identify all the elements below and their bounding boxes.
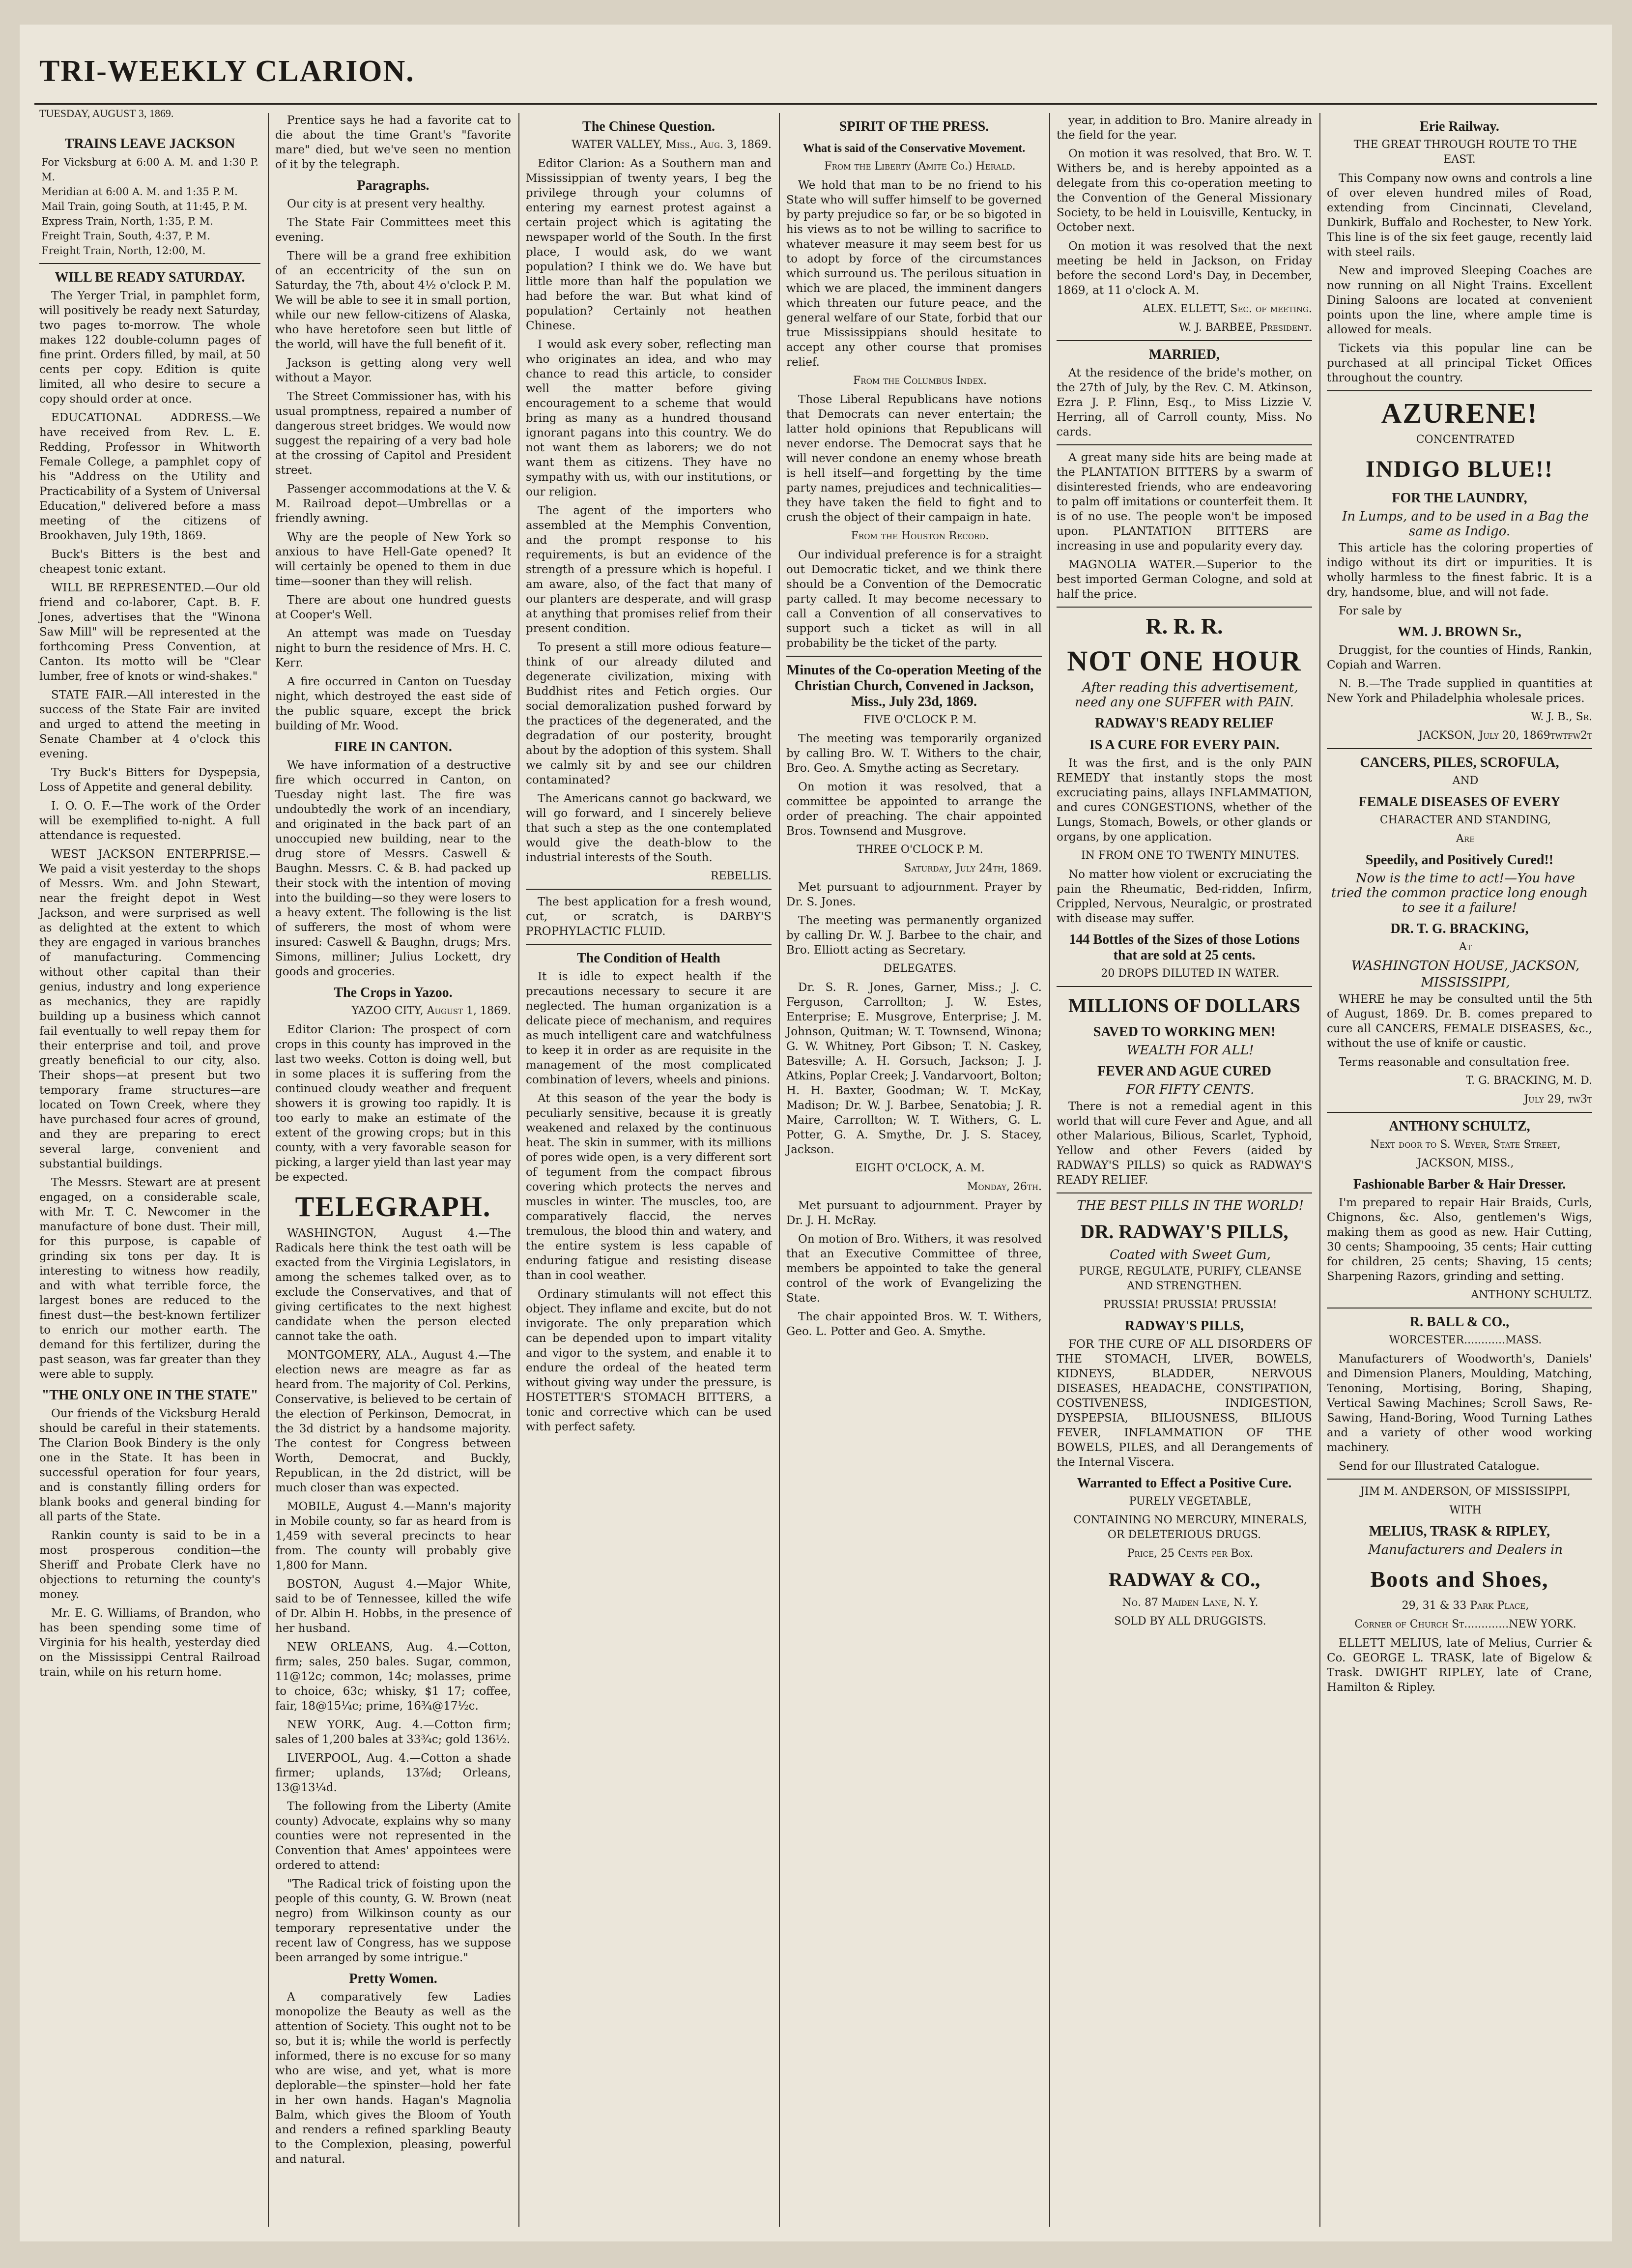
cont-text-2: On motion it was resolved, that Bro. W. T. Withers be, and is hereby appointed as a delegate from this co-operation meeting to the Convention of the General Missionary Society, to be held in Louisville, Kentucky, in October next.: [1057, 147, 1312, 234]
saturday-text: The Yerger Trial, in pamphlet form, will positively be ready next Saturday, two pages to-morrow. The whole makes 122 double-column pages of fine print. Orders filled, by mail, at 50 cents per copy. Edition is quite limited, all who desire to secure a copy should order at once.: [39, 290, 260, 406]
paragraph-list: [275, 197, 511, 733]
bucks-text-2: Try Buck's Bitters for Dyspepsia, Loss of Appetite and general debility.: [39, 766, 260, 794]
minutes-time-3: EIGHT O'CLOCK, A. M.: [855, 1162, 985, 1174]
rankin-text: Rankin county is said to be in a most prosperous condition—the Sheriff and Probate Clerk have no objections to returning the county's money.: [39, 1529, 260, 1601]
trains-heading: TRAINS LEAVE JACKSON: [64, 136, 235, 151]
erie-text-2: New and improved Sleeping Coaches are now running on all Night Trains. Excellent Dining Saloons are located at convenient points upon the line, where ample time is allowed for meals.: [1327, 264, 1592, 336]
anderson-heading: JIM M. ANDERSON, OF MISSISSIPPI,: [1360, 1485, 1571, 1498]
schultz-signature: ANTHONY SCHULTZ.: [1471, 1289, 1592, 1301]
crops-date: YAZOO CITY, August 1, 1869.: [351, 1005, 511, 1017]
ball-send-text: Send for our Illustrated Catalogue.: [1339, 1460, 1540, 1473]
company-address: No. 87 Maiden Lane, N. Y.: [1122, 1597, 1259, 1609]
train-row: [39, 199, 260, 214]
train-cell: Meridian at 6:00 A. M. and 1:35 P. M.: [41, 186, 238, 198]
piles-word: PILES,: [1433, 755, 1477, 770]
spirit-text-2: Those Liberal Republicans have notions that Democrats can never entertain; the latter hold opinions that Republicans will never endorse. The Democrat says that he will never condone an enemy whose breath is hell itself—and forgetting by the time party names, prejudices and technicalities—they have taken the field to fight and to crush the object of their campaign in hate.: [786, 393, 1042, 524]
paragraph-item: There are about one hundred guests at Cooper's Well.: [275, 594, 511, 621]
dr-pills-heading: DR. RADWAY'S PILLS,: [1080, 1221, 1288, 1243]
fever-text: There is not a remedial agent in this world that will cure Fever and Ague, and all other Malarious, Bilious, Scarlet, Typhoid, Yellow and other Fevers (aided by RADWAY'S PILLS) so quick as RADWAY'S READY RELIEF.: [1057, 1100, 1312, 1187]
signature-president: W. J. BARBEE, President.: [1178, 321, 1312, 334]
divider: [526, 944, 772, 945]
erie-text: This Company now owns and controls a line of over eleven hundred miles of Road, extending from Cincinnati, Cleveland, Dunkirk, Buffalo and Rochester, to New York. This line is of the six feet gauge, recently laid with steel rails.: [1327, 172, 1592, 259]
for-cure-text: FOR THE CURE OF ALL DISORDERS OF THE STOMACH, LIVER, BOWELS, KIDNEYS, BLADDER, NERVOUS DISEASES, HEADACHE, CONSTIPATION, COSTIVENESS, INDIGESTION, DYSPEPSIA, BILIOUSNESS, BILIOUS FEVER, INFLAMMATION OF THE BOWELS, PILES, and all Derangements of the Internal Viscera.: [1057, 1338, 1312, 1469]
paragraph-item: The Street Commissioner has, with his usual promptness, repaired a number of dangerous street bridges. We would now suggest the repairing of a very bad hole at the crossing of Capitol and President street.: [275, 390, 511, 477]
divider: [1327, 748, 1592, 749]
train-cell: Freight Train, North, 12:00, M.: [41, 245, 206, 257]
telegraph-heading: TELEGRAPH.: [295, 1191, 491, 1222]
one-hour-sub: After reading this advertisement, need any one SUFFER with PAIN.: [1075, 680, 1298, 710]
cont-text: year, in addition to Bro. Manire already in the field for the year.: [1057, 114, 1312, 142]
paragraph-item: Passenger accommodations at the V. & M. Railroad depot—Umbrellas or a friendly awning.: [275, 483, 511, 525]
minutes-text-2: On motion it was resolved, that a committee be appointed to arrange the order of preaching. The chair appointed Bros. Townsend and Musgrove.: [786, 781, 1042, 838]
cure-heading: IS A CURE FOR EVERY PAIN.: [1089, 737, 1280, 753]
minutes-text: The meeting was temporarily organized by calling Bro. W. T. Withers to the chair, Bro. Geo. A. Smythe acting as Secretary.: [786, 732, 1042, 775]
column-rule: [268, 113, 269, 2227]
agent-name: WM. J. BROWN Sr.,: [1398, 624, 1521, 640]
minutes-subheading: IN FROM ONE TO TWENTY MINUTES.: [1081, 849, 1300, 862]
divider: [1057, 444, 1312, 445]
telegraph-text-4: BOSTON, August 4.—Major White, said to be of Tennessee, killed the wife of Dr. Albin H. Hobbs, in the presence of her husband.: [275, 1578, 511, 1635]
house-heading: WASHINGTON HOUSE, JACKSON,: [1351, 959, 1580, 973]
and-word: AND: [1452, 775, 1479, 787]
spirit-text-3: Our individual preference is for a straight out Democratic ticket, and we think there should be a Convention of the Democratic party called. It may become necessary to call a Convention of all conservatives to support such a ticket as will in all probability be the ticket of the party.: [786, 549, 1042, 650]
radway-pills-heading: RADWAY'S PILLS,: [1125, 1318, 1244, 1334]
minutes-text-7: The chair appointed Bros. W. T. Withers, Geo. L. Potter and Geo. A. Smythe.: [786, 1310, 1042, 1338]
minutes-text-6: On motion of Bro. Withers, it was resolved that an Executive Committee of three, members be appointed to take the general control of the work of Evangelizing the State.: [786, 1233, 1042, 1305]
telegraph-text-7: LIVERPOOL, Aug. 4.—Cotton a shade firmer; uplands, 13⅞d; Orleans, 13@13¼d.: [275, 1752, 511, 1794]
magnolia-text: MAGNOLIA WATER.—Superior to the best imported German Cologne, and sold at half the price.: [1057, 558, 1312, 601]
train-cell: Mail Train, going South, at 11:45, P. M.: [41, 201, 248, 212]
character-heading: CHARACTER AND STANDING,: [1379, 814, 1551, 826]
bucks-text: Buck's Bitters is the best and cheapest tonic extant.: [39, 548, 260, 576]
radway-text-2: No matter how violent or excruciating the pain the Rheumatic, Bed-ridden, Infirm, Crippled, Nervous, Neuralgic, or prostrated with disease may suffer.: [1057, 868, 1312, 925]
train-schedule: [39, 155, 260, 258]
nb-text: N. B.—The Trade supplied in quantities at New York and Philadelphia wholesale prices.: [1327, 677, 1592, 705]
top-rule: [34, 103, 1597, 105]
minutes-date-3: Monday, 26th.: [967, 1181, 1042, 1193]
erie-text-3: Tickets via this popular line can be purchased at all principal Ticket Offices throughout the country.: [1327, 342, 1592, 384]
cancers-heading: [1327, 755, 1592, 771]
erie-heading: Erie Railway.: [1420, 119, 1499, 134]
sold-text: SOLD BY ALL DRUGGISTS.: [1114, 1615, 1266, 1628]
spirit-text: We hold that man to be no friend to his State who will suffer himself to be governed by party prejudice so far, or be so bigoted in his views as to not be willing to sacrifice to whatever measure it may seem best for us to adopt by force of the circumstances which surround us. The perilous situation in which we are placed, the imminent dangers which threaten our future peace, and the general welfare of our State, forbid that our true Mississippians should hesitate to accept any other course that promises relief.: [786, 179, 1042, 369]
telegraph-text-2: MONTGOMERY, ALA., August 4.—The election news are meagre as far as heard from. The majority of Col. Perkins, Conservative, is believed to be certain of the election of Perkinson, Democrat, in the 3d district by a handsome majority. The contest for Congress between Worth, Democrat, and Buckly, Republican, in the 2d district, will be much closer than was expected.: [275, 1349, 511, 1494]
chinese-date: WATER VALLEY, Miss., Aug. 3, 1869.: [572, 139, 772, 151]
column-3: [526, 113, 772, 2227]
ball-text: Manufacturers of Woodworth's, Daniels' and Dimension Planers, Moulding, Matching, Tenoning, Mortising, Boring, Shaping, Vertical Sawing Machines; Scroll Saws, Re-Sawing, Hand-Boring, Wood Turning Lathes and a variety of other wood working machinery.: [1327, 1353, 1592, 1454]
fever-heading: FEVER AND AGUE CURED: [1097, 1064, 1271, 1079]
with-word: WITH: [1449, 1504, 1482, 1516]
telegraph-text-6: NEW YORK, Aug. 4.—Cotton firm; sales of 1,200 bales at 33¾c; gold 136½.: [275, 1718, 511, 1746]
chinese-text-4: To present a still more odious feature—think of our already diluted and degenerate civilization, mixing with Buddhist rites and Fetich orgies. Our social demoralization pushed forward by the practices of the degenerated, and the degradation of our posterity, brought about by the adoption of this system. Shall we calmly sit by and see our children contaminated?: [526, 641, 772, 786]
at-word: At: [1459, 941, 1472, 953]
agent-location: Druggist, for the counties of Hinds, Rankin, Copiah and Warren.: [1327, 644, 1592, 671]
ready-relief-heading: RADWAY'S READY RELIEF: [1095, 716, 1274, 731]
divider: [1057, 340, 1312, 341]
married-heading: MARRIED,: [1149, 347, 1220, 362]
dateline-day: TUESDAY,: [39, 107, 90, 119]
now-text: Now is the time to act!—You have tried the common practice long enough to see it a failure!: [1331, 871, 1588, 915]
cont-text-3: On motion it was resolved that the next meeting be held in Jackson, on Friday before the second Lord's Day, in December, 1869, at 11 o'clock A. M.: [1057, 240, 1312, 297]
paragraph-item: There will be a grand free exhibition of an eccentricity of the sun on Saturday, the 7th, about 4½ o'clock P. M. We will be able to see it in small portion, while our new fellow-citizens of Alaska, who have heretofore seen but little of the world, will have the full benefit of it.: [275, 250, 511, 351]
cured-heading: Speedily, and Positively Cured!!: [1365, 852, 1554, 868]
nb-date: JACKSON, July 20, 1869twtfw2t: [1418, 729, 1592, 742]
only-one-text: Our friends of the Vicksburg Herald should be careful in their statements. The Clarion Book Bindery is the only one in the State. It has been in successful operation for four years, and is constantly filling orders for blank books and general binding for all parts of the State.: [39, 1407, 260, 1523]
address-text: EDUCATIONAL ADDRESS.—We have received from Rev. L. E. Redding, Professor in Whitworth Female College, a pamphlet copy of his "Address on the Utility and Practicability of a System of Universal Education," delivered before a mass meeting of the citizens of Brookhaven, July 19th, 1869.: [39, 411, 260, 542]
divider: [1327, 1112, 1592, 1113]
column-rule: [1049, 113, 1050, 2227]
delegates-heading: DELEGATES.: [883, 962, 957, 975]
paragraphs-heading: Paragraphs.: [357, 178, 429, 193]
minutes-text-5: Met pursuant to adjournment. Prayer by Dr. J. H. McRay.: [786, 1199, 1042, 1227]
miss-heading: MISSISSIPPI,: [1421, 975, 1510, 990]
paragraph-item: An attempt was made on Tuesday night to burn the residence of Mrs. H. C. Kerr.: [275, 627, 511, 669]
train-row: [39, 155, 260, 184]
radway-text: It was the first, and is the only PAIN REMEDY that instantly stops the most excruciating pains, allays INFLAMMATION, and cures CONGESTIONS, whether of the Lungs, Stomach, Bowels, or other glands or organs, by one application.: [1057, 757, 1312, 843]
source-houston: From the Houston Record.: [851, 530, 989, 542]
schultz-text: I'm prepared to repair Hair Braids, Curls, Chignons, &c. Also, gentlemen's Wigs, making them as good as new. Hair Cutting, 30 cents; Shampooing, 35 cents; Hair cutting for children, 25 cents; Shaving, 15 cents; Sharpening Razors, grinding and setting.: [1327, 1196, 1592, 1283]
erie-subheading: THE GREAT THROUGH ROUTE TO THE EAST.: [1353, 139, 1577, 166]
dateline: [39, 107, 260, 120]
female-heading: FEMALE DISEASES OF EVERY: [1358, 794, 1561, 810]
saved-heading: SAVED TO WORKING MEN!: [1093, 1024, 1276, 1040]
train-row: [39, 229, 260, 243]
chinese-heading: The Chinese Question.: [582, 119, 715, 134]
health-text-3: Ordinary stimulants will not effect this object. They inflame and excite, but do not invigorate. The only preparation which can be depended upon to impart vitality and vigor to the system, and enable it to endure the ordeal of the heated term without giving way under the pressure, is HOSTETTER'S STOMACH BITTERS, a tonic and corrective which can be used with perfect safety.: [526, 1288, 772, 1433]
health-text-2: At this season of the year the body is peculiarly sensitive, because it is greatly weakened and relaxed by the continuous heat. The skin in summer, with its millions of pores wide open, is a very different sort of tegument from the compact fibrous covering which protects the nerves and muscles in winter. The muscles, too, are comparatively flaccid, the nerves tremulous, the blood thin and watery, and the entire system is less capable of enduring fatigue and resisting disease than in cool weather.: [526, 1092, 772, 1282]
column-rule: [1319, 113, 1320, 2227]
lumps-text: In Lumps, and to be used in a Bag the same as Indigo.: [1342, 509, 1589, 539]
iof-text: I. O. O. F.—The work of the Order will be exemplified to-night. A full attendance is requested.: [39, 800, 260, 842]
paragraph-item: Jackson is getting along very well without a Mayor.: [275, 357, 511, 384]
consult-text: Terms reasonable and consultation free.: [1339, 1056, 1570, 1069]
rrr-heading: R. R. R.: [1145, 613, 1223, 639]
scrofula-word: SCROFULA,: [1480, 755, 1559, 770]
one-hour-heading: NOT ONE HOUR: [1067, 645, 1302, 677]
newspaper-page: [20, 25, 1612, 2241]
chinese-text: Editor Clarion: As a Southern man and Mississippian of twenty years, I beg the privilege through your columns of entering my earnest protest against a certain project which is agitating the newspaper world of the South. In the first place, I would ask, do we want population? I think we do. We have but little more than half the population we had before the war. But what kind of population? Certainly not heathen Chinese.: [526, 157, 772, 332]
chinese-text-5: The Americans cannot go backward, we will go forward, and I sincerely believe that such a step as the one contemplated would give the death-blow to the industrial interests of the South.: [526, 792, 772, 864]
train-row: [39, 243, 260, 258]
chinese-signature: REBELLIS.: [710, 870, 772, 882]
plantation-text: A great many side hits are being made at the PLANTATION BITTERS by a swarm of disinterested friends, who are endeavoring to palm off imitations or counterfeit them. It is of no use. The people won't be imposed upon. PLANTATION BITTERS are increasing in use and popularity every day.: [1057, 451, 1312, 552]
melius-heading: MELIUS, TRASK & RIPLEY,: [1369, 1524, 1550, 1539]
divider: [786, 656, 1042, 657]
mercury-heading: CONTAINING NO MERCURY, MINERALS, OR DELETERIOUS DRUGS.: [1073, 1514, 1307, 1541]
fire-heading: FIRE IN CANTON.: [334, 739, 452, 755]
crops-heading: The Crops in Yazoo.: [334, 985, 453, 1000]
saturday-heading: WILL BE READY SATURDAY.: [55, 270, 245, 285]
source-liberty: From the Liberty (Amite Co.) Herald.: [824, 160, 1016, 173]
agent-label: For sale by: [1339, 605, 1402, 617]
prentice-text: Prentice says he had a favorite cat to die about the time Grant's "favorite mare" died, but we've seen no mention of it by the telegraph.: [275, 114, 511, 171]
divider: [526, 889, 772, 890]
column-1: [39, 130, 260, 2244]
drops-heading: 20 DROPS DILUTED IN WATER.: [1101, 967, 1280, 980]
spirit-subheading: What is said of the Conservative Movement.: [802, 142, 1026, 155]
health-text: It is idle to expect health if the precautions necessary to secure it are neglected. The human organization is a delicate piece of mechanism, and requires as much intelligent care and watchfulness to keep it in order as are requisite in the management of the most complicated combination of levers, wheels and pinions.: [526, 970, 772, 1086]
fair-text: STATE FAIR.—All interested in the success of the State Fair are invited and urged to attend the meeting in Senate Chamber at 4 o'clock this evening.: [39, 689, 260, 760]
concentrated-heading: CONCENTRATED: [1416, 434, 1515, 446]
pretty-heading: Pretty Women.: [349, 1971, 437, 1986]
enterprise-text-2: The Messrs. Stewart are at present engaged, on a considerable scale, with Mr. T. C. Newcomer in the manufacture of bone dust. Their mill, for this purpose, is capable of grinding six tons per day. It is interesting to witness how readily, and with what terrible force, the largest bones are reduced to the finest dust—the best-known fertilizer to enrich our mother earth. The demand for this fertilizer, during the past season, was far greater than they were able to supply.: [39, 1176, 260, 1381]
bottles-heading: 144 Bottles of the Sizes of those Lotions that are sold at 25 cents.: [1069, 932, 1300, 963]
company-heading: RADWAY & CO.,: [1108, 1569, 1260, 1591]
train-cell: For Vicksburg at 6:00 A. M. and 1:30 P. M.: [41, 156, 258, 183]
delegates-text: Dr. S. R. Jones, Garner, Miss.; J. C. Ferguson, Carrollton; J. W. Estes, Enterprise; E. Musgrove, Enterprise; J. M. Johnson, Quitman; W. T. Townsend, Winona; G. W. Whitney, Port Gibson; T. N. Caskey, Batesville; A. H. Gorsuch, Jackson; J. J. Atkins, Poplar Creek; J. Vandarvoort, Bolton; H. H. Baxter, Goodman; W. T. McKay, Madison; Dr. W. J. Barbee, Senatobia; J. R. Maire, Carrollton; W. T. Withers, G. L. Potter, G. A. Smythe, Dr. J. S. Stacey, Jackson.: [786, 981, 1042, 1156]
train-cell: Freight Train, South, 4:37, P. M.: [41, 230, 210, 242]
minutes-date-2: Saturday, July 24th, 1869.: [904, 862, 1042, 874]
column-5: [1057, 113, 1312, 2227]
paragraph-item: Our city is at present very healthy.: [287, 198, 486, 210]
azurene-heading: AZURENE!: [1381, 397, 1538, 429]
indigo-heading: INDIGO BLUE!!: [1365, 456, 1554, 482]
column-4: [786, 113, 1042, 2227]
minutes-time: FIVE O'CLOCK P. M.: [863, 714, 977, 726]
source-columbus: From the Columbus Index.: [853, 375, 987, 387]
prussia-heading: PRUSSIA! PRUSSIA! PRUSSIA!: [1103, 1299, 1277, 1311]
telegraph-text-3: MOBILE, August 4.—Mann's majority in Mobile county, so far as heard from is 1,459 with several precincts to hear from. The county will probably give 1,800 for Mann.: [275, 1500, 511, 1572]
manufacturers-text: Manufacturers and Dealers in: [1368, 1542, 1563, 1557]
park-address: 29, 31 & 33 Park Place,: [1402, 1599, 1529, 1612]
where-text: WHERE he may be consulted until the 5th of August, 1869. Dr. B. comes prepared to cure all CANCERS, FEMALE DISEASES, &c., without the use of knife or caustic.: [1327, 993, 1592, 1050]
ball-heading: R. BALL & CO.,: [1409, 1314, 1510, 1330]
masthead-title: TRI-WEEKLY CLARION.: [39, 55, 415, 88]
paragraph-item: The State Fair Committees meet this evening.: [275, 216, 511, 244]
minutes-heading: Minutes of the Co-operation Meeting of the Christian Church, Convened in Jackson, Miss., July 23d, 1869.: [787, 663, 1041, 709]
train-row: [39, 184, 260, 199]
crops-text: Editor Clarion: The prospect of corn crops in this county has improved in the last two weeks. Cotton is doing well, but in some places it is suffering from the continued cloudy weather and frequent showers it is growing too rapidly. It is too early to make an estimate of the extent of the growing crops; but in this county, with a very favorable season for picking, a larger yield than last year may be expected.: [275, 1023, 511, 1184]
only-one-heading: "THE ONLY ONE IN THE STATE": [41, 1388, 258, 1403]
warranted-heading: Warranted to Effect a Positive Cure.: [1077, 1476, 1292, 1491]
are-word: Are: [1456, 833, 1475, 845]
schultz-heading: ANTHONY SCHULTZ,: [1389, 1119, 1530, 1134]
represented-text: WILL BE REPRESENTED.—Our old friend and co-laborer, Capt. B. F. Jones, advertises that the "Winona Saw Mill" will be represented at the forthcoming Press Convention, at Canton. Its motto will be "Clear lumber, free of knots or wind-shakes.": [39, 582, 260, 683]
minutes-text-4: The meeting was permanently organized by calling Dr. W. J. Barbee to the chair, and Bro. Elliott acting as Secretary.: [786, 914, 1042, 957]
fire-text: We have information of a destructive fire which occurred in Canton, on Tuesday night last. The fire was undoubtedly the work of an incendiary, and originated in the back part of an unoccupied new building, near to the drug store of Messrs. Caswell & Baughn. Messrs. C. & B. had packed up their stock with the intention of moving into the building—so they were losers to a heavy extent. The following is the list of sufferers, the most of whom were insured: Caswell & Baughn, drugs; Mrs. Simons, milliner; Julius Lockett, dry goods and groceries.: [275, 759, 511, 978]
dateline-date: AUGUST 3, 1869.: [92, 107, 174, 119]
liberty-text-2: "The Radical trick of foisting upon the people of this county, G. W. Brown (neat negro) from Wilkinson county as our temporary representative under the recent law of Congress, has we suppose been arranged by some intrigue.": [275, 1878, 511, 1964]
melius-names: ELLETT MELIUS, late of Melius, Currier & Co. GEORGE L. TRASK, late of Bigelow & Trask. DWIGHT RIPLEY, late of Crane, Hamilton & Ripley.: [1327, 1637, 1592, 1694]
best-pills-heading: THE BEST PILLS IN THE WORLD!: [1077, 1198, 1304, 1213]
enterprise-text: WEST JACKSON ENTERPRISE.—We paid a visit yesterday to the shops of Messrs. Wm. and John Stewart, near the freight depot in West Jackson, and were surprised as well as delighted at the extent to which they are engaged in various branches of manufacturing. Commencing without other capital than their genius, industry and long experience as mechanics, they are rapidly building up a business which cannot fail eventually to well repay them for their enterprise and toil, and prove greatly beneficial to our city, also. Their shops—at present but two temporary frame structures—are located on Town Creek, where they have purchased four acres of ground, and they are preparing to erect several large, convenient and substantial buildings.: [39, 848, 260, 1170]
column-6: [1327, 113, 1592, 2227]
minutes-text-3: Met pursuant to adjournment. Prayer by Dr. S. Jones.: [786, 881, 1042, 908]
divider: [1057, 986, 1312, 987]
column-rule: [779, 113, 780, 2227]
chinese-text-3: The agent of the importers who assembled at the Memphis Convention, and the prompt response to his requirements, is but an evidence of the strength of a pressure which is hopeful. I am aware, also, of the fact that many of our planters are desperate, and will grasp at anything that promises relief from their present condition.: [526, 504, 772, 635]
vegetable-heading: PURELY VEGETABLE,: [1129, 1495, 1252, 1508]
paragraph-item: Why are the people of New York so anxious to have Hell-Gate opened? It will certainly be opened to them in due time—sooner than they will relish.: [275, 531, 511, 588]
divider: [1327, 390, 1592, 391]
darby-text: The best application for a fresh wound, cut, or scratch, is DARBY'S PROPHYLACTIC FLUID.: [526, 896, 772, 938]
telegraph-text: WASHINGTON, August 4.—The Radicals here think the test oath will be exacted from the Virginia Legislators, in among the schemes talked over, as to exclude the Conservatives, and that of giving certificates to the next highest candidate when the person elected cannot take the oath.: [275, 1227, 511, 1343]
signature-secretary: ALEX. ELLETT, Sec. of meeting.: [1143, 303, 1312, 315]
pretty-text: A comparatively few Ladies monopolize the Beauty as well as the attention of Society. This ought not to be so, but it is; while the world is perfectly informed, there is no excuse for so many who are wise, and yet, what is more deplorable—the spinster—hold her fate in her own hands. Hagan's Magnolia Balm, which gives the Bloom of Youth and renders a refined sparkling Beauty to the Complexion, pleasing, powerful and natural.: [275, 1991, 511, 2166]
paragraph-item: A fire occurred in Canton on Tuesday night, which destroyed the east side of the public square, except the brick building of Mr. Wood.: [275, 675, 511, 732]
column-rule: [518, 113, 519, 2227]
barber-heading: Fashionable Barber & Hair Dresser.: [1353, 1177, 1566, 1192]
coated-heading: Coated with Sweet Gum,: [1110, 1248, 1271, 1262]
divider: [1057, 1192, 1312, 1193]
telegraph-text-5: NEW ORLEANS, Aug. 4.—Cotton, firm; sales, 250 bales. Sugar, common, 11@12c; common, 14c; molasses, prime to choice, 63c; whisky, $1 17; coffee, fair, 18@15¼c; prime, 16¾@17½c.: [275, 1641, 511, 1713]
divider: [39, 263, 260, 264]
doctor-date: July 29, tw3t: [1524, 1093, 1592, 1105]
price-text: Price, 25 Cents per Box.: [1127, 1547, 1254, 1560]
corner-address: Corner of Church St.............NEW YORK.: [1354, 1618, 1576, 1630]
column-2: [275, 113, 511, 2227]
schultz-subheading: Next door to S. Weyer, State Street,: [1370, 1138, 1561, 1151]
williams-text: Mr. E. G. Williams, of Brandon, who has been spending some time of Virginia for his health, yesterday died on the Mississippi Central Railroad train, while on his return home.: [39, 1607, 260, 1679]
minutes-time-2: THREE O'CLOCK P. M.: [857, 843, 983, 856]
doctor-heading: DR. T. G. BRACKING,: [1390, 921, 1529, 936]
laundry-heading: FOR THE LAUNDRY,: [1392, 491, 1527, 506]
schultz-location: JACKSON, MISS.,: [1417, 1157, 1514, 1169]
married-text: At the residence of the bride's mother, on the 27th of July, by the Rev. C. M. Atkinson, Ezra J. P. Flinn, Esq., to Miss Lizzie V. Herring, all of Carroll county, Miss. No cards.: [1057, 367, 1312, 438]
wealth-heading: WEALTH FOR ALL!: [1126, 1043, 1254, 1058]
cancers-word: CANCERS,: [1360, 755, 1430, 770]
spirit-heading: SPIRIT OF THE PRESS.: [839, 119, 989, 134]
worcester-heading: WORCESTER............MASS.: [1389, 1334, 1542, 1346]
boots-heading: Boots and Shoes,: [1370, 1567, 1549, 1592]
liberty-text: The following from the Liberty (Amite county) Advocate, explains why so many counties were not represented in the Convention that Ames' appointees were ordered to attend:: [275, 1800, 511, 1872]
divider: [1327, 1479, 1592, 1480]
fifty-heading: FOR FIFTY CENTS.: [1126, 1082, 1255, 1097]
nb-signature: W. J. B., Sr.: [1531, 711, 1592, 723]
divider: [1057, 607, 1312, 608]
millions-heading: MILLIONS OF DOLLARS: [1068, 994, 1300, 1017]
purge-heading: PURGE, REGULATE, PURIFY, CLEANSE AND STRENGTHEN.: [1079, 1265, 1302, 1292]
health-heading: The Condition of Health: [577, 951, 720, 966]
doctor-signature: T. G. BRACKING, M. D.: [1465, 1075, 1592, 1087]
train-cell: Express Train, North, 1:35, P. M.: [41, 215, 213, 227]
train-row: [39, 214, 260, 229]
chinese-text-2: I would ask every sober, reflecting man who originates an idea, and who may chance to read this article, to consider well the matter before giving encouragement to a scheme that would bring as many as a hundred thousand ignorant pagans into this country. We do not want them as laborers; we do not want them as citizens. They have no sympathy with us, with our institutions, or our religion.: [526, 338, 772, 498]
azurene-text: This article has the coloring properties of indigo without its dirt or impurities. It is wholly harmless to the finest fabric. It is a dry, handsome, blue, and will not fade.: [1327, 542, 1592, 599]
